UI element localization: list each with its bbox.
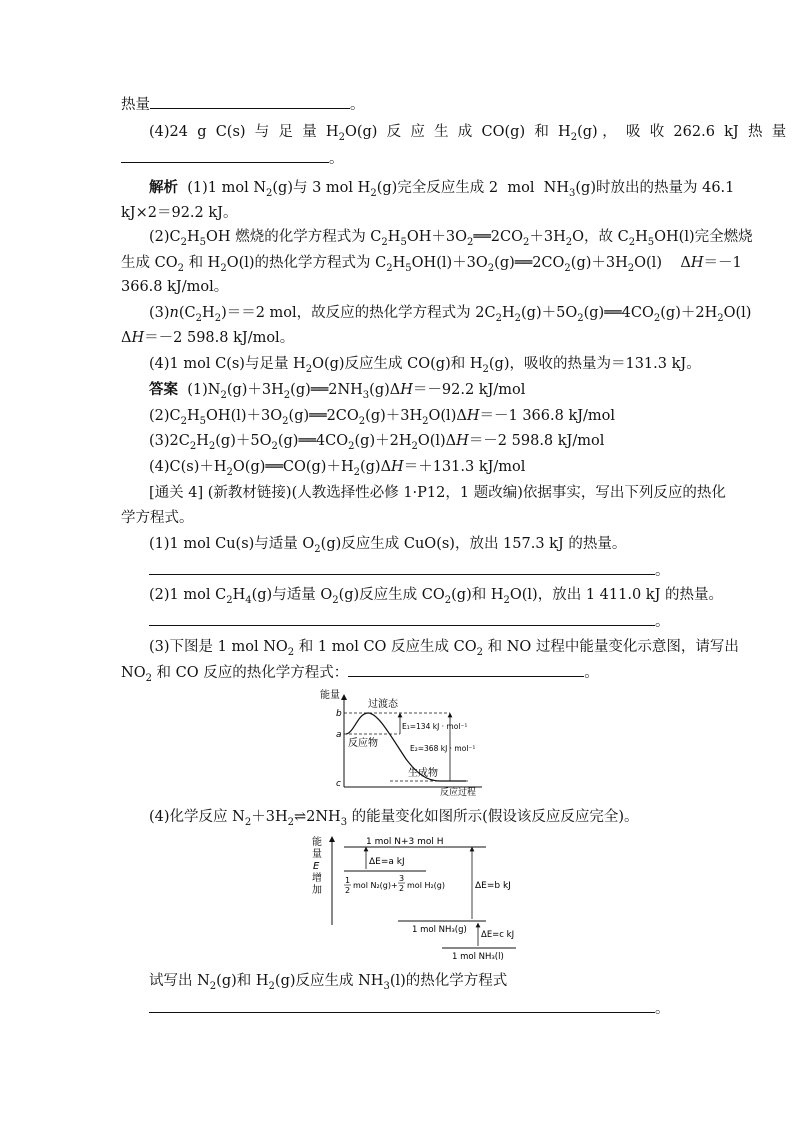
text-line: $(2)C_2H_5OH$ 燃烧的化学方程式为 $C_2H_5OH+3O_2══2CO_2+3H_2O$，故 $C_2H_5OH(l)$完全燃烧 xyxy=(149,229,753,248)
reactants-level-label-2: mol H₂(g) xyxy=(407,881,445,890)
e1-label: E₁=134 kJ · mol⁻¹ xyxy=(402,722,468,731)
text-line: 。 xyxy=(149,998,670,1019)
x-axis-label: 反应过程 xyxy=(440,788,477,797)
text-line: 。 xyxy=(149,560,670,581)
frac-1-den: 2 xyxy=(345,886,351,895)
text-line: 解析 (1)1 mol $N_2(g)$与 3 mol $H_2(g)$完全反应生成 2 mol $NH_3(g)$时放出的热量为 46.1 xyxy=(149,179,735,199)
y-axis-char-3: E xyxy=(313,861,320,872)
text-line: 366.8 kJ/mol。 xyxy=(121,279,229,295)
text-line: [通关 4] (新教材链接)(人教选择性必修 1·P12，1 题改编)依据事实，写出下列反应的热化 xyxy=(149,485,726,501)
text-line: 。 xyxy=(121,148,344,169)
product-label: 生成物 xyxy=(408,768,438,779)
text-line: 学方程式。 xyxy=(121,510,194,526)
text-line: (1)1 mol Cu(s)与适量 $O_2(g)$反应生成 CuO(s)，放出 157.3 kJ 的热量。 xyxy=(149,536,627,555)
text-line: kJ×2＝92.2 kJ。 xyxy=(121,205,238,221)
y-axis-char-4: 增 xyxy=(312,873,322,884)
energy-level-diagram xyxy=(310,833,530,965)
text-line: 试写出 $N_2(g)$和 $H_2(g)$反应生成 $NH_3(l)$的热化学方程式 xyxy=(149,973,508,992)
text-line: (4)24 g C(s) 与 足 量 $H_2O(g)$ 反 应 生 成 CO(g) 和 $H_2(g)$ ， 吸 收 262.6 kJ 热 量 xyxy=(149,124,787,143)
text-line: (4)化学反应 $N_2+3H_2\rightleftharpoons 2NH_3$ 的能量变化如图所示(假设该反应反应完全)。 xyxy=(149,809,639,828)
level-a-label: a xyxy=(336,730,342,740)
text-line: 。 xyxy=(149,611,670,632)
energy-profile-diagram xyxy=(310,687,490,797)
transition-state-label: 过渡态 xyxy=(368,699,398,710)
level-c-label: c xyxy=(336,779,341,789)
text-line: (2)1 mol $C_2H_4(g)$与适量 $O_2(g)$反应生成 $CO_2(g)$和 $H_2O(l)$，放出 1 411.0 kJ 的热量。 xyxy=(149,587,723,606)
de-b-label: ΔE=b kJ xyxy=(475,881,511,891)
text-line: 生成 $CO_2$ 和 $H_2O(l)$的热化学方程式为 $C_2H_5OH(l)+3O_2(g)══2CO_2(g)+3H_2O(l)$ ΔH＝－1 xyxy=(121,255,742,274)
text-line: $(3)n(C_2H_2)==2$ mol，故反应的热化学方程式为 $2C_2H_2(g)+5O_2(g)══4CO_2(g)+2H_2O(l)$ xyxy=(149,305,752,324)
frac-2-num: 3 xyxy=(399,874,405,883)
text-line: $(3)2C_2H_2(g)+5O_2(g)══4CO_2(g)+2H_2O(l)\Delta H=-2$ 598.8 kJ/mol xyxy=(149,433,605,452)
reactants-level-label: mol N₂(g)+ xyxy=(353,881,398,890)
level-b-label: b xyxy=(336,709,342,719)
y-axis-label: 能量 xyxy=(320,690,340,701)
level-nh3-gas-label: 1 mol NH₃(g) xyxy=(412,925,467,935)
y-axis-char-1: 能 xyxy=(312,837,322,848)
text-line: 答案 $(1)N_2(g)+3H_2(g)══2NH_3(g)\Delta H=-92.2$ kJ/mol xyxy=(149,381,526,401)
level-atoms-label: 1 mol N+3 mol H xyxy=(366,837,444,847)
text-line: $NO_2$ 和 CO 反应的热化学方程式： 。 xyxy=(121,662,599,683)
de-c-label: ΔE=c kJ xyxy=(481,930,515,940)
text-line: (4)1 mol C(s)与足量 $H_2O(g)$反应生成 CO(g)和 $H_2(g)$，吸收的热量为＝131.3 kJ。 xyxy=(149,356,701,375)
text-line: (3)下图是 1 mol $NO_2$ 和 1 mol CO 反应生成 $CO_2$ 和 NO 过程中能量变化示意图，请写出 xyxy=(149,639,739,658)
frac-1-num: 1 xyxy=(345,876,351,885)
de-a-label: ΔE=a kJ xyxy=(369,857,405,867)
reactant-label: 反应物 xyxy=(348,738,378,749)
y-axis-char-5: 加 xyxy=(312,885,322,896)
e2-label: E₂=368 kJ · mol⁻¹ xyxy=(410,744,476,753)
text-line: $(4)C(s)+H_2O(g)══CO(g)+H_2(g)\Delta H=+131.3$ kJ/mol xyxy=(149,459,526,478)
text-line: 热量 。 xyxy=(121,94,365,115)
text-line: ΔH＝－2 598.8 kJ/mol。 xyxy=(121,330,295,346)
frac-2-den: 2 xyxy=(399,884,405,893)
level-nh3-liquid-label: 1 mol NH₃(l) xyxy=(452,952,504,962)
text-line: $(2)C_2H_5OH(l)+3O_2(g)══2CO_2(g)+3H_2O(l)\Delta H=-1$ 366.8 kJ/mol xyxy=(149,408,616,427)
y-axis-char-2: 量 xyxy=(312,849,322,860)
